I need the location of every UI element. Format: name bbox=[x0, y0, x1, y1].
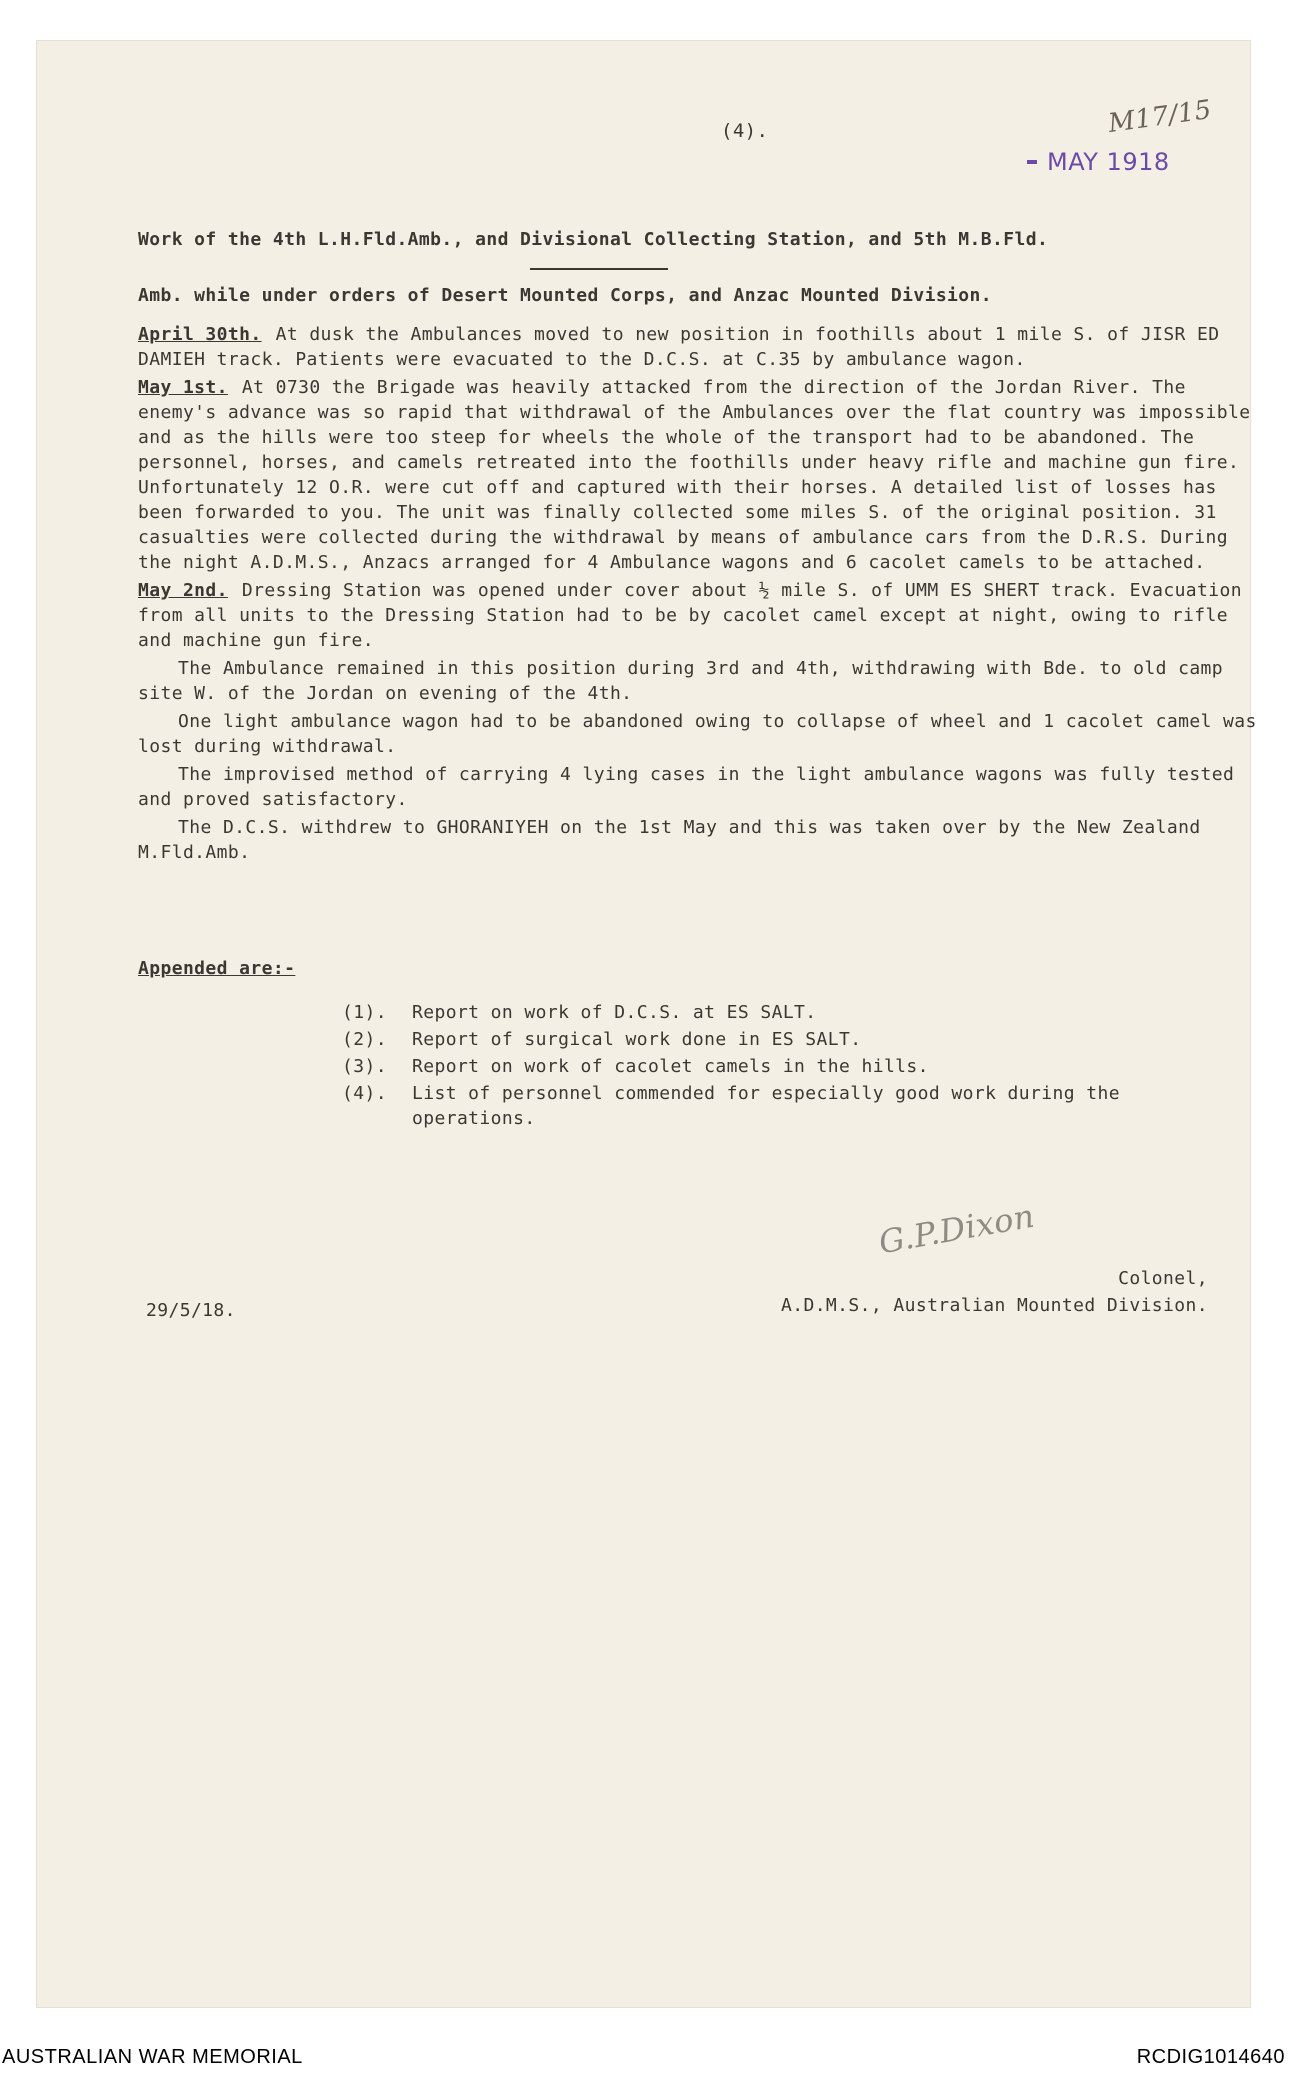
appendix-text: Report on work of D.C.S. at ES SALT. bbox=[412, 1002, 817, 1023]
appendix-list bbox=[342, 1000, 1152, 1133]
title-line: Work of the 4th L.H.Fld.Amb., and Divisional Collecting Station, and 5th M.B.Fld. bbox=[138, 229, 1049, 250]
appendix-item bbox=[342, 1081, 1152, 1131]
diary-entry bbox=[138, 322, 1258, 372]
paragraph: One light ambulance wagon had to be abandoned owing to collapse of wheel and 1 cacolet camel was lost during withdrawal. bbox=[138, 711, 1257, 757]
diary-entry bbox=[138, 578, 1258, 653]
paragraph: The Ambulance remained in this position during 3rd and 4th, withdrawing with Bde. to old camp site W. of the Jordan on evening of the 4th. bbox=[138, 658, 1224, 704]
signer-title: Colonel, bbox=[1118, 1268, 1208, 1289]
appendix-text: Report on work of cacolet camels in the hills. bbox=[412, 1056, 929, 1077]
entry-text: At dusk the Ambulances moved to new position in foothills about 1 mile S. of JISR ED DAMIEH track. Patients were evacuated to the D.C.S. at C.35 by ambulance wagon. bbox=[138, 324, 1220, 370]
appendix-item bbox=[342, 1027, 1152, 1052]
page-number: (4). bbox=[721, 120, 769, 142]
entry-date: April 30th. bbox=[138, 324, 262, 345]
entry-date: May 2nd. bbox=[138, 580, 228, 601]
document-date: 29/5/18. bbox=[146, 1300, 236, 1321]
signer-role: A.D.M.S., Australian Mounted Division. bbox=[780, 1295, 1208, 1316]
appendix-item bbox=[342, 1000, 1152, 1025]
appendix-text: List of personnel commended for especially good work during the operations. bbox=[412, 1083, 1120, 1129]
handwritten-reference: M17/15 bbox=[1106, 94, 1214, 140]
title-divider bbox=[530, 268, 668, 270]
appendix-item bbox=[342, 1054, 1152, 1079]
title-line: Amb. while under orders of Desert Mounted Corps, and Anzac Mounted Division. bbox=[138, 285, 993, 306]
entry-text: Dressing Station was opened under cover about ½ mile S. of UMM ES SHERT track. Evacuation from all units to the Dressing Station had to be by cacolet camel except at night, owing to rifle and machine gun fire. bbox=[138, 580, 1242, 651]
appendix-number: (2). bbox=[342, 1029, 387, 1050]
appendix-text: Report of surgical work done in ES SALT. bbox=[412, 1029, 862, 1050]
footer-institution: AUSTRALIAN WAR MEMORIAL bbox=[2, 2046, 303, 2068]
date-stamp: MAY 1918 bbox=[1047, 148, 1170, 176]
entry-text: At 0730 the Brigade was heavily attacked from the direction of the Jordan River. The enemy's advance was so rapid that withdrawal of the Ambulances over the flat country was impossible and as the hills were too steep for wheels the whole of the transport had to be abandoned. The personnel, horses, and camels retreated into the foothills under heavy rifle and machine gun fire. Unfortunately 12 O.R. were cut off and captured with their horses. A detailed list of losses has been forwarded to you. The unit was finally collected some miles S. of the original position. 31 casualties were collected during the withdrawal by means of ambulance cars from the D.R.S. During the night A.D.M.S., Anzacs arranged for 4 Ambulance wagons and 6 cacolet camels to be attached. bbox=[138, 377, 1251, 573]
paragraph: The D.C.S. withdrew to GHORANIYEH on the 1st May and this was taken over by the New Zealand M.Fld.Amb. bbox=[138, 817, 1201, 863]
appended-heading: Appended are:- bbox=[138, 958, 296, 979]
diary-entry bbox=[138, 375, 1258, 575]
document-title bbox=[138, 198, 1253, 338]
footer-record-id: RCDIG1014640 bbox=[1136, 2046, 1285, 2068]
archive-footer bbox=[0, 2040, 1289, 2082]
diary-entries bbox=[138, 322, 1258, 865]
handwritten-signature: G.P.Dixon bbox=[875, 1196, 1038, 1262]
appendix-number: (4). bbox=[342, 1083, 387, 1104]
paragraph: The improvised method of carrying 4 lying cases in the light ambulance wagons was fully tested and proved satisfactory. bbox=[138, 764, 1235, 810]
appendix-number: (3). bbox=[342, 1056, 387, 1077]
document-sheet bbox=[36, 40, 1257, 2008]
stamp-mark bbox=[1027, 160, 1037, 164]
appendix-number: (1). bbox=[342, 1002, 387, 1023]
entry-date: May 1st. bbox=[138, 377, 228, 398]
